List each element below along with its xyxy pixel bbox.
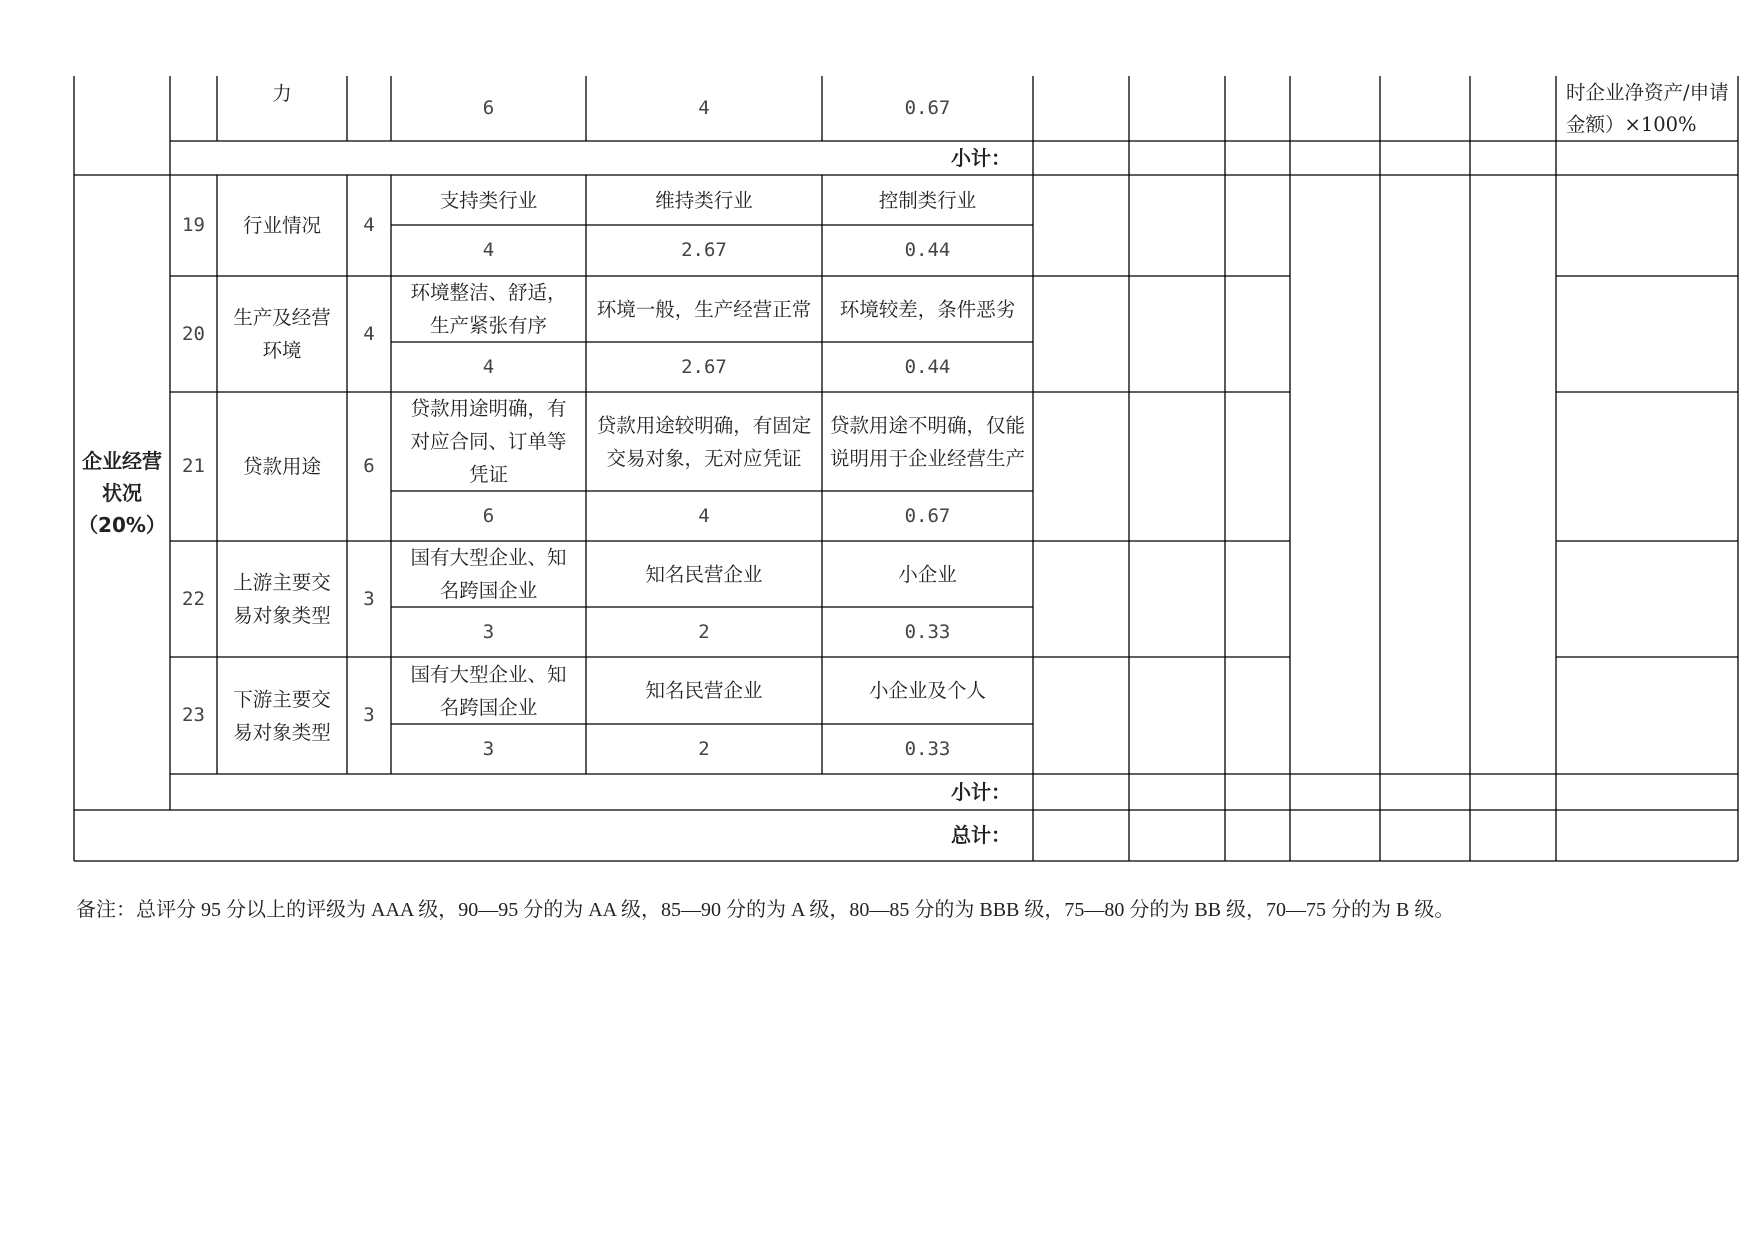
subtotal-label: 小计：: [951, 779, 1011, 804]
total-label: 总计：: [951, 823, 1011, 847]
score-value-cell: 4: [698, 97, 710, 119]
score-value-cell: 4: [698, 504, 710, 527]
remark-cell: 时企业净资产/申请金额）×100%: [1566, 80, 1729, 136]
score-value-cell: 2: [698, 737, 710, 760]
score-value-cell: 0.67: [904, 97, 951, 119]
row-index: 21: [182, 455, 205, 477]
score-value-cell: 0.33: [904, 737, 951, 760]
score-value-cell: 2.67: [681, 355, 727, 378]
score-value-cell: 3: [482, 620, 495, 643]
score-value-cell: 4: [482, 239, 495, 261]
criteria-cell: 环境较差，条件恶劣: [839, 297, 1016, 321]
weight-cell: 6: [363, 455, 375, 477]
item-name-cell: 上游主要交易对象类型: [233, 571, 331, 627]
weight-cell: 3: [363, 587, 375, 610]
criteria-cell: 支持类行业: [439, 188, 538, 212]
item-name-cell: 生产及经营环境: [233, 306, 331, 362]
weight-cell: 3: [363, 704, 375, 726]
criteria-cell: 国有大型企业、知名跨国企业: [410, 546, 567, 602]
score-value-cell: 2.67: [681, 239, 727, 261]
item-name-cell: 下游主要交易对象类型: [233, 687, 331, 744]
weight-cell: 4: [363, 322, 375, 345]
criteria-cell: 维持类行业: [655, 188, 753, 212]
criteria-cell: 小企业及个人: [868, 679, 986, 702]
row-index: 22: [182, 587, 205, 610]
criteria-cell: 贷款用途较明确，有固定交易对象，无对应凭证: [596, 413, 812, 470]
grading-note: 备注：总评分 95 分以上的评级为 AAA 级，90—95 分的为 AA 级，85—90 分的为 A 级，80—85 分的为 BBB 级，75—80 分的为 BB 级，70—75 分的为 B 级。: [76, 899, 1455, 921]
criteria-cell: 知名民营企业: [645, 562, 763, 586]
score-value-cell: 6: [482, 504, 495, 527]
item-name-cell: 行业情况: [242, 214, 321, 237]
score-value-cell: 6: [482, 97, 495, 119]
criteria-cell: 环境一般，生产经营正常: [596, 297, 812, 321]
row-index: 23: [182, 704, 205, 726]
category-cell: 企业经营状况（20%）: [78, 448, 166, 537]
criteria-cell: 环境整洁、舒适，生产紧张有序: [410, 281, 567, 337]
item-name-cell: 贷款用途: [242, 455, 321, 478]
score-value-cell: 3: [482, 737, 495, 760]
score-value-cell: 4: [482, 355, 495, 378]
row-index: 19: [182, 214, 205, 236]
score-value-cell: 0.44: [904, 239, 951, 261]
weight-cell: 4: [363, 214, 375, 236]
criteria-cell: 贷款用途不明确，仅能说明用于企业经营生产: [830, 413, 1026, 470]
score-value-cell: 0.67: [904, 504, 951, 527]
item-name-cell: 力: [272, 81, 292, 105]
criteria-cell: 国有大型企业、知名跨国企业: [410, 662, 567, 719]
criteria-cell: 贷款用途明确，有对应合同、订单等凭证: [410, 397, 567, 486]
score-value-cell: 0.44: [904, 355, 951, 378]
criteria-cell: 小企业: [898, 562, 957, 586]
criteria-cell: 控制类行业: [878, 188, 977, 212]
score-value-cell: 2: [698, 620, 710, 643]
subtotal-label: 小计：: [951, 145, 1011, 170]
criteria-cell: 知名民营企业: [645, 679, 763, 702]
score-value-cell: 0.33: [904, 620, 951, 643]
row-index: 20: [182, 322, 205, 345]
